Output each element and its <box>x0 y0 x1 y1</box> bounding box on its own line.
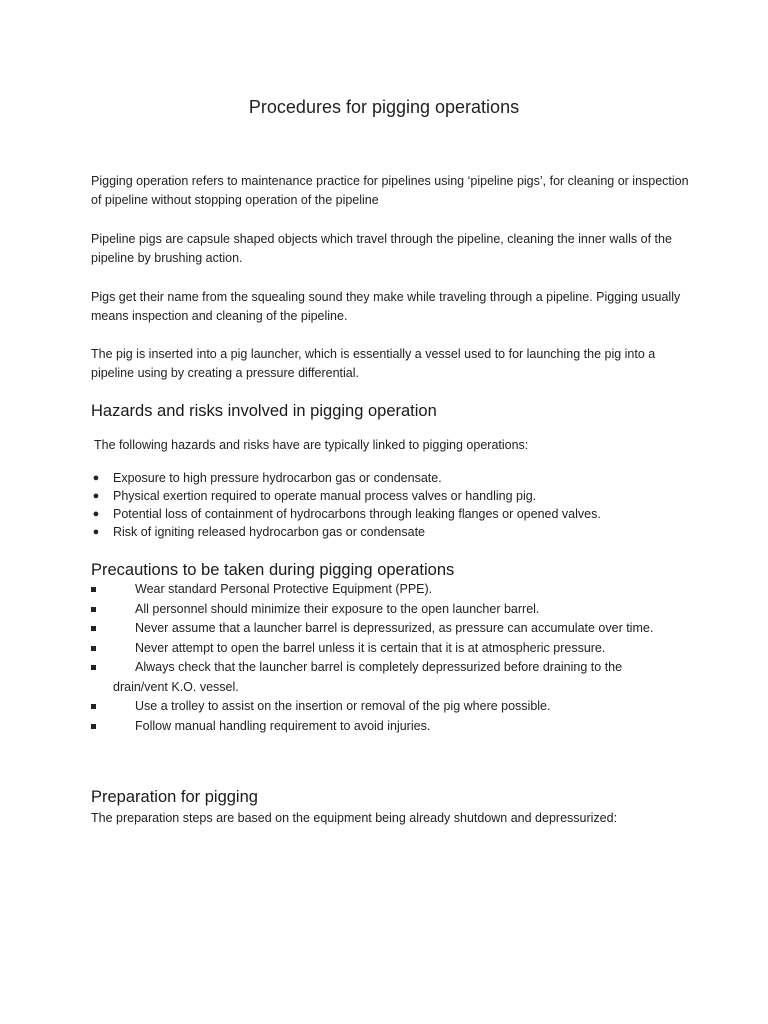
intro-paragraph: Pigging operation refers to maintenance practice for pipelines using ‘pipeline pigs’, for cleaning or inspection of pipeline without stopping operation of the pipeline <box>91 174 689 207</box>
list-item: Use a trolley to assist on the insertion or removal of the pig where possible. <box>91 697 666 717</box>
square-bullet-icon <box>91 646 96 651</box>
square-bullet-icon <box>91 626 96 631</box>
intro-paragraph: Pipeline pigs are capsule shaped objects which travel through the pipeline, cleaning the inner walls of the pipeline by brushing action. <box>91 232 672 265</box>
list-item: Wear standard Personal Protective Equipment (PPE). <box>91 580 666 600</box>
square-bullet-icon <box>91 704 96 709</box>
bullet-icon: ● <box>92 526 100 538</box>
document-title: Procedures for pigging operations <box>248 97 520 117</box>
hazards-intro: The following hazards and risks have are typically linked to pigging operations: <box>94 438 529 452</box>
intro-paragraph: Pigs get their name from the squealing sound they make while traveling through a pipeline. Pigging usually means inspection and cleaning of the pipeline. <box>91 290 681 323</box>
square-bullet-icon <box>91 587 96 592</box>
list-item: ● Physical exertion required to operate manual process valves or handling pig. <box>92 489 537 503</box>
list-item: Follow manual handling requirement to avoid injuries. <box>91 717 666 737</box>
bullet-icon: ● <box>92 490 100 502</box>
precautions-list <box>91 580 666 736</box>
list-item: All personnel should minimize their exposure to the open launcher barrel. <box>91 600 666 620</box>
list-item: Never assume that a launcher barrel is depressurized, as pressure can accumulate over time. <box>91 619 666 639</box>
square-bullet-icon <box>91 724 96 729</box>
list-item: Never attempt to open the barrel unless it is certain that it is at atmospheric pressure. <box>91 639 666 659</box>
preparation-heading: Preparation for pigging <box>91 788 258 806</box>
intro-paragraph: The pig is inserted into a pig launcher, which is essentially a vessel used to for launching the pig into a pipeline using by creating a pressure differential. <box>91 347 656 380</box>
hazards-heading: Hazards and risks involved in pigging operation <box>91 402 437 420</box>
hazards-list <box>91 469 691 541</box>
list-item: ● Risk of igniting released hydrocarbon gas or condensate <box>92 525 425 539</box>
list-item: Always check that the launcher barrel is completely depressurized before draining to the drain/vent K.O. vessel. <box>91 658 666 697</box>
bullet-icon: ● <box>92 508 100 520</box>
bullet-icon: ● <box>92 472 100 484</box>
square-bullet-icon <box>91 665 96 670</box>
list-item: ● Exposure to high pressure hydrocarbon gas or condensate. <box>92 471 442 485</box>
list-item: ● Potential loss of containment of hydrocarbons through leaking flanges or opened valves. <box>92 507 601 521</box>
precautions-heading: Precautions to be taken during pigging operations <box>91 561 455 579</box>
preparation-intro: The preparation steps are based on the equipment being already shutdown and depressurized: <box>91 811 618 825</box>
square-bullet-icon <box>91 607 96 612</box>
